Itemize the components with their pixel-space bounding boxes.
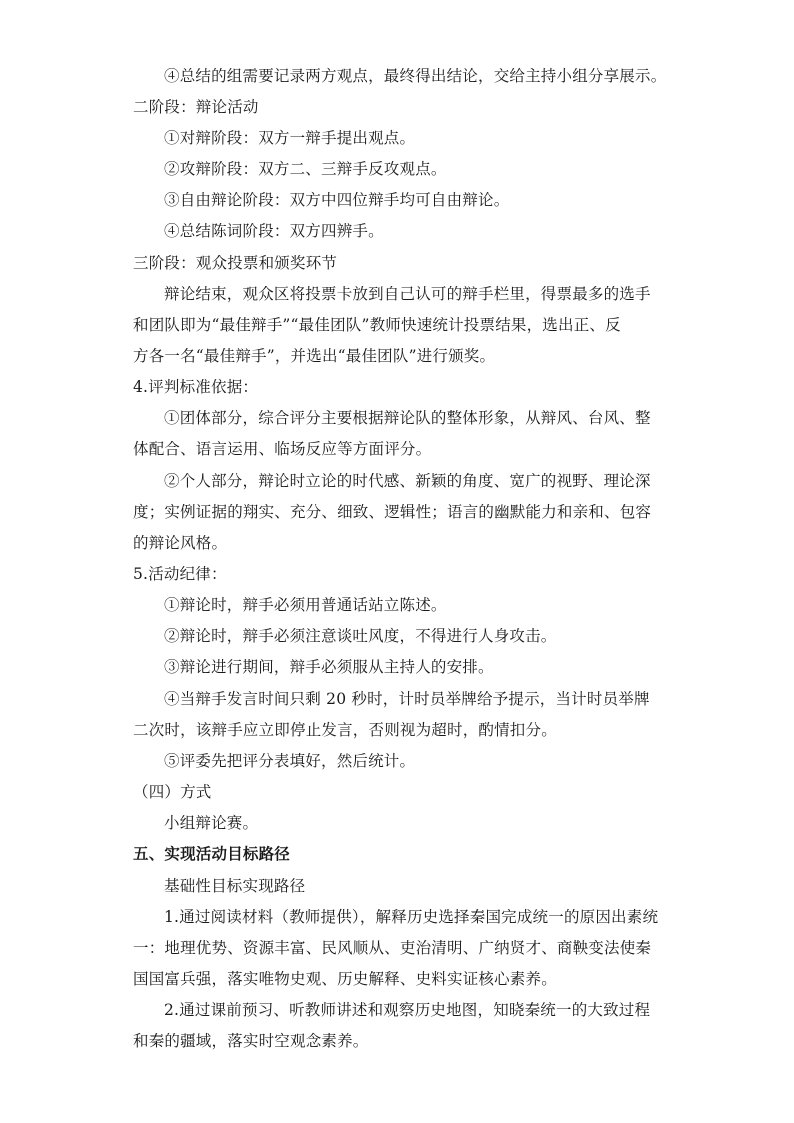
text-line: 度；实例证据的翔实、充分、细致、逻辑性；语言的幽默能力和亲和、包容 — [133, 503, 652, 521]
text-line: ②个人部分，辩论时立论的时代感、新颖的角度、宽广的视野、理论深 — [164, 472, 651, 490]
text-line: 二次时，该辩手应立即停止发言，否则视为超时，酌情扣分。 — [133, 721, 557, 739]
text-line: 方各一名“最佳辩手”，并选出“最佳团队”进行颁奖。 — [133, 347, 496, 365]
text-line: 小组辩论赛。 — [164, 814, 259, 832]
text-line: ①对辩阶段：双方一辩手提出观点。 — [164, 129, 416, 147]
section-heading: 三阶段：观众投票和颁奖环节 — [133, 254, 338, 272]
text-line: ④总结的组需要记录两方观点，最终得出结论，交给主持小组分享展示。 — [164, 67, 667, 85]
section-heading: 二阶段：辩论活动 — [133, 98, 259, 116]
chapter-heading: 五、实现活动目标路径 — [133, 844, 291, 863]
section-heading: 4.评判标准依据： — [133, 378, 259, 396]
text-line: ⑤评委先把评分表填好，然后统计。 — [164, 752, 416, 770]
text-line: ③辩论进行期间，辩手必须服从主持人的安排。 — [164, 658, 494, 676]
text-line: 体配合、语言运用、临场反应等方面评分。 — [133, 440, 432, 458]
text-line: 和团队即为“最佳辩手”“最佳团队”教师快速统计投票结果，选出正、反 — [133, 316, 621, 334]
text-line: 一：地理优势、资源丰富、民风顺从、吏治清明、广纳贤才、商鞅变法使秦 — [133, 939, 652, 957]
subsection-heading: 基础性目标实现路径 — [164, 877, 306, 895]
section-heading: （四）方式 — [133, 783, 212, 801]
text-line: ④当辩手发言时间只剩 20 秒时，计时员举牌给予提示，当计时员举牌 — [164, 690, 650, 708]
text-line: 国国富兵强，落实唯物史观、历史解释、史料实证核心素养。 — [133, 970, 557, 988]
text-line: ③自由辩论阶段：双方中四位辩手均可自由辩论。 — [164, 191, 510, 209]
text-line: ④总结陈词阶段：双方四辨手。 — [164, 222, 384, 240]
text-line: 1.通过阅读材料（教师提供），解释历史选择秦国完成统一的原因出素统 — [164, 908, 659, 926]
section-heading: 5.活动纪律： — [133, 565, 227, 583]
text-line: 2.通过课前预习、听教师讲述和观察历史地图，知晓秦统一的大致过程 — [164, 1001, 651, 1019]
text-line: 的辩论风格。 — [133, 534, 228, 552]
text-line: ②攻辩阶段：双方二、三辩手反攻观点。 — [164, 160, 447, 178]
text-line: 和秦的疆域，落实时空观念素养。 — [133, 1032, 369, 1050]
text-line: ①辩论时，辩手必须用普通话站立陈述。 — [164, 596, 447, 614]
text-line: ②辩论时，辩手必须注意谈吐风度，不得进行人身攻击。 — [164, 627, 557, 645]
text-line: 辩论结束，观众区将投票卡放到自己认可的辩手栏里，得票最多的选手 — [164, 285, 651, 303]
text-line: ①团体部分，综合评分主要根据辩论队的整体形象，从辩风、台风、整 — [164, 409, 651, 427]
